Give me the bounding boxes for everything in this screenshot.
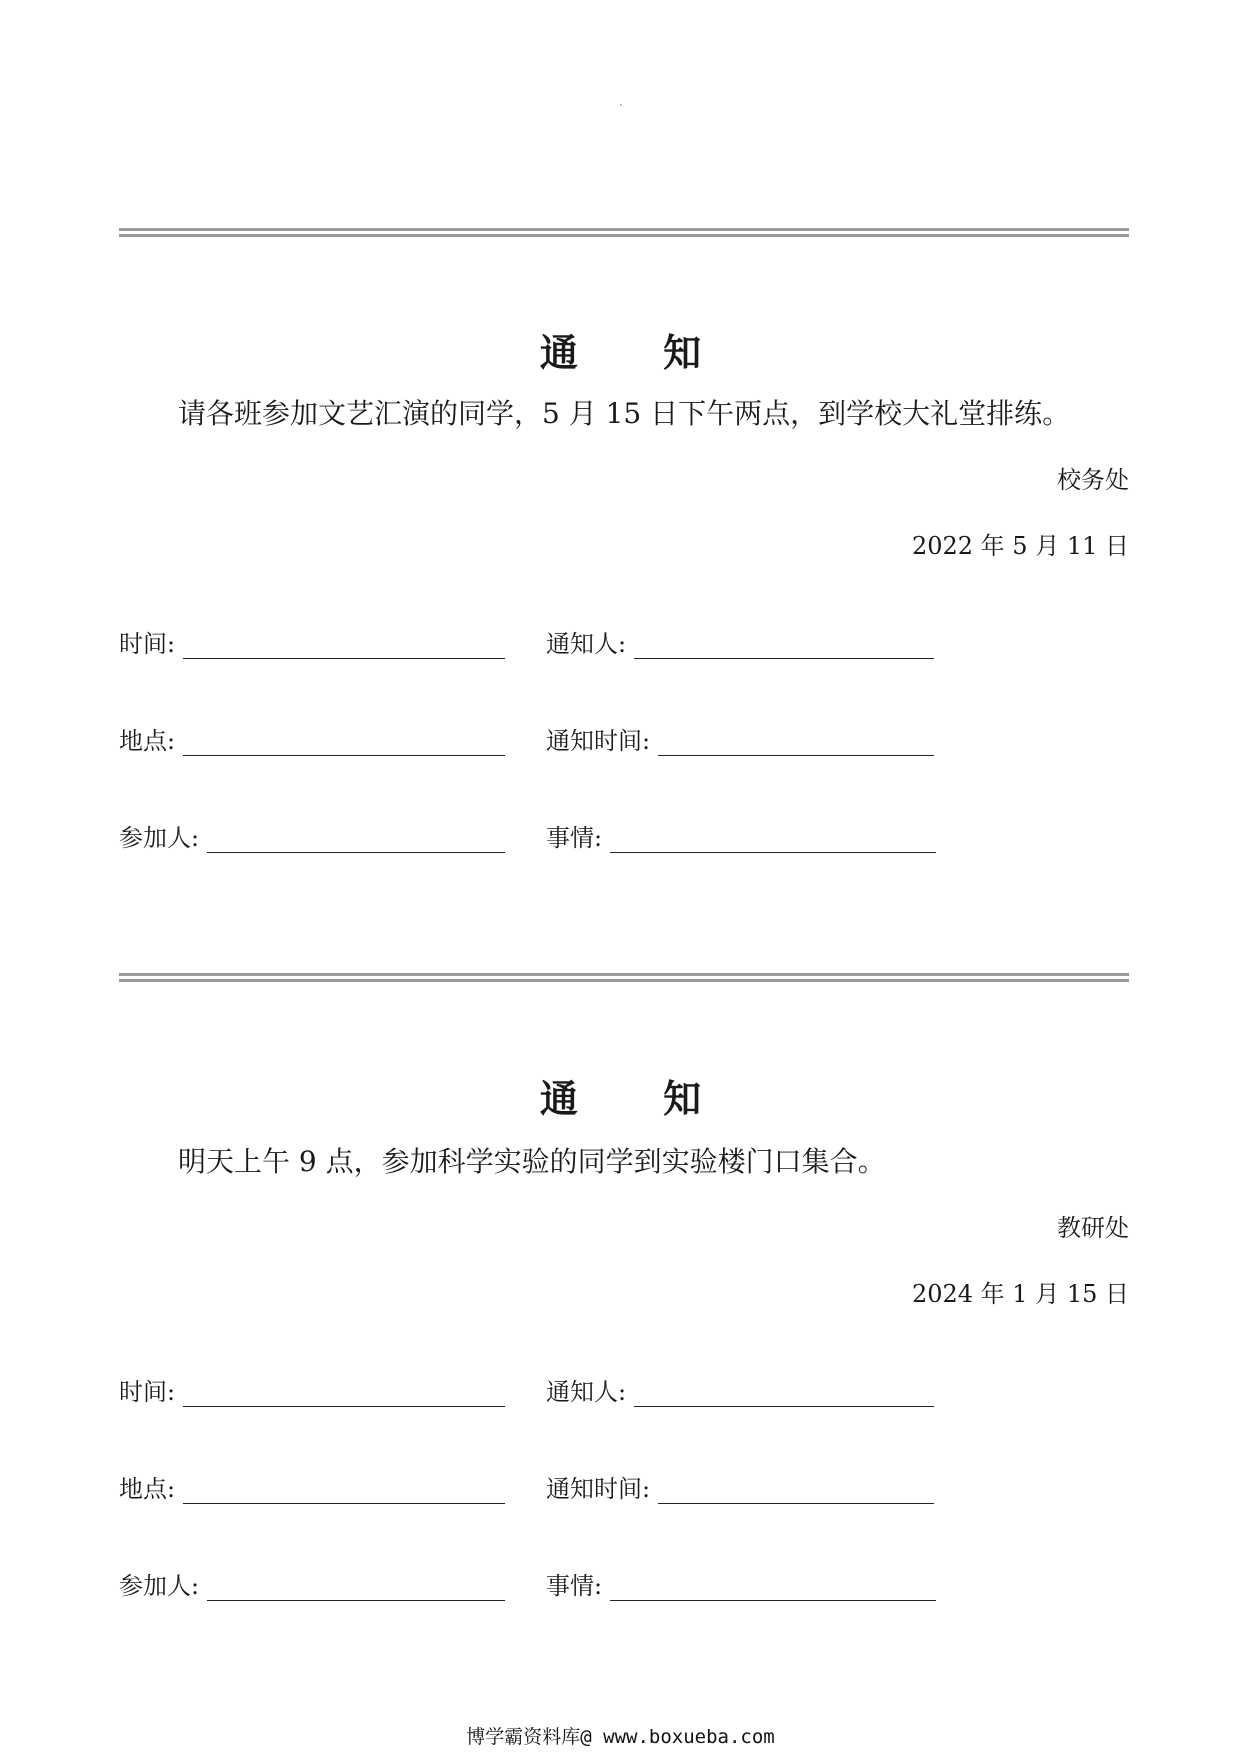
divider-rule-1 — [119, 228, 1129, 237]
notice-1-issuer: 校务处 — [1057, 466, 1129, 494]
fill-in-line[interactable] — [658, 733, 934, 756]
field-label: 地点: — [119, 1475, 176, 1503]
notice-2-issuer: 教研处 — [1057, 1214, 1129, 1242]
notice-2-notifier-field — [546, 1372, 934, 1407]
notice-1-time-field — [119, 624, 505, 659]
fill-in-line[interactable] — [634, 636, 934, 659]
fill-in-line[interactable] — [658, 1481, 934, 1504]
fill-in-line[interactable] — [207, 1578, 505, 1601]
notice-2-participants-field — [119, 1566, 505, 1601]
notice-1-matter-field — [546, 818, 936, 853]
decorative-dot — [620, 104, 622, 106]
divider-rule-2 — [119, 973, 1129, 982]
watermark-footer: 博学霸资料库@ www.boxueba.com — [466, 1726, 775, 1748]
notice-2-date: 2024 年 1 月 15 日 — [911, 1280, 1129, 1308]
notice-2-title: 通 知 — [539, 1077, 738, 1121]
field-label: 时间: — [119, 630, 176, 658]
field-label: 参加人: — [119, 824, 200, 852]
field-label: 通知时间: — [546, 727, 651, 755]
field-label: 地点: — [119, 727, 176, 755]
fill-in-line[interactable] — [183, 733, 505, 756]
fill-in-line[interactable] — [183, 1481, 505, 1504]
notice-2-place-field — [119, 1469, 505, 1504]
field-label: 通知人: — [546, 1378, 627, 1406]
notice-2-matter-field — [546, 1566, 936, 1601]
fill-in-line[interactable] — [183, 1384, 505, 1407]
fill-in-line[interactable] — [610, 830, 936, 853]
notice-1-body: 请各班参加文艺汇演的同学，5 月 15 日下午两点，到学校大礼堂排练。 — [178, 397, 1071, 430]
notice-1-participants-field — [119, 818, 505, 853]
notice-1-date: 2022 年 5 月 11 日 — [911, 532, 1129, 560]
field-label: 参加人: — [119, 1572, 200, 1600]
notice-2-body: 明天上午 9 点，参加科学实验的同学到实验楼门口集合。 — [178, 1145, 886, 1178]
field-label: 通知人: — [546, 630, 627, 658]
fill-in-line[interactable] — [634, 1384, 934, 1407]
field-label: 事情: — [546, 824, 603, 852]
notice-1-place-field — [119, 721, 505, 756]
field-label: 时间: — [119, 1378, 176, 1406]
notice-1-notifier-field — [546, 624, 934, 659]
notice-1-notify-time-field — [546, 721, 934, 756]
fill-in-line[interactable] — [610, 1578, 936, 1601]
notice-1-title: 通 知 — [539, 331, 738, 375]
notice-2-time-field — [119, 1372, 505, 1407]
notice-2-notify-time-field — [546, 1469, 934, 1504]
field-label: 通知时间: — [546, 1475, 651, 1503]
fill-in-line[interactable] — [183, 636, 505, 659]
fill-in-line[interactable] — [207, 830, 505, 853]
field-label: 事情: — [546, 1572, 603, 1600]
